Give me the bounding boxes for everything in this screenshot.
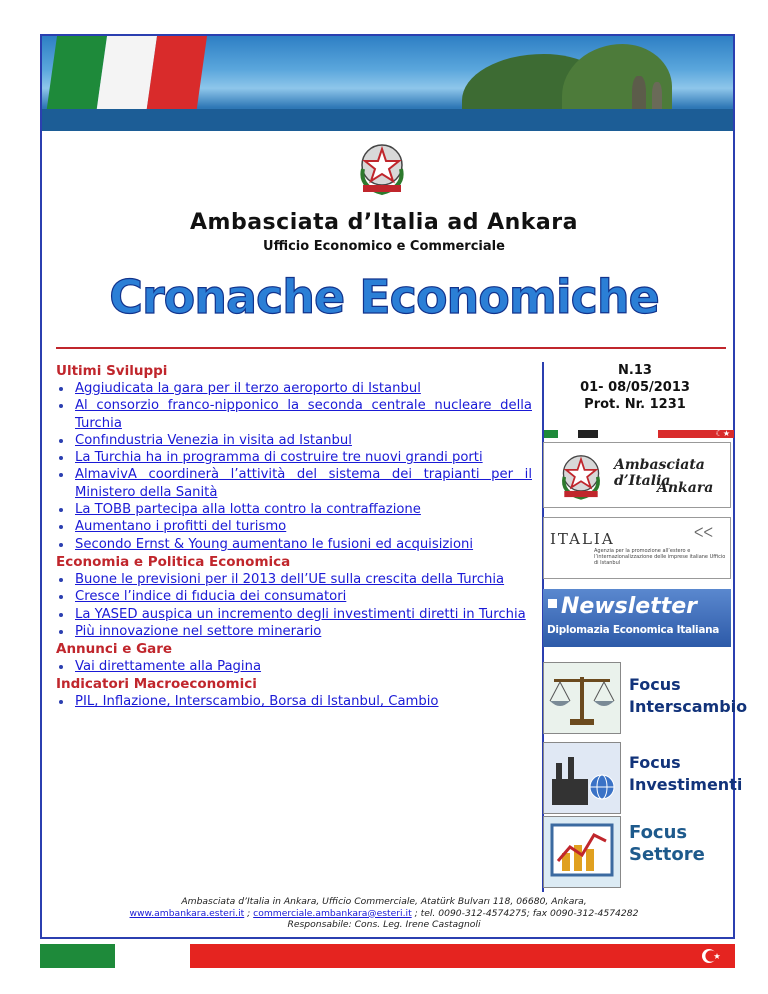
section-title: Ultimi Sviluppi <box>56 363 168 379</box>
turkish-crescent-icon <box>701 947 721 965</box>
email-link[interactable]: commerciale.ambankara@esteri.it <box>253 907 412 919</box>
list-item <box>56 693 532 710</box>
org-office: Ufficio Economico e Commerciale <box>263 239 505 254</box>
list-item <box>56 466 532 501</box>
newsletter-subtitle: Diplomazia Economica Italiana <box>547 624 720 636</box>
article-link[interactable]: Cresce l’indice di fıducia dei consumatori <box>75 589 347 605</box>
focus-interscambio-banner[interactable] <box>541 660 748 736</box>
newsletter-banner[interactable] <box>543 589 731 647</box>
newsletter-bullet-icon <box>548 599 557 608</box>
focus-label: Focus <box>629 675 681 694</box>
masthead-title: Cronache Economiche <box>109 270 659 324</box>
section-title: Economia e Politica Economica <box>56 553 291 570</box>
scales-icon <box>543 662 621 734</box>
focus-label: Focus <box>629 753 681 772</box>
article-link[interactable]: Aumentano i profitti del turismo <box>75 519 287 535</box>
ice-mark-icon: ᐸᐸ <box>694 526 713 541</box>
article-link[interactable]: La YASED auspica un incremento degli investimenti diretti in Turchia <box>75 606 526 622</box>
chart-board-icon <box>543 816 621 888</box>
ice-agency-banner[interactable] <box>543 517 731 579</box>
list-item <box>56 501 532 518</box>
article-link[interactable]: Buone le previsioni per il 2013 dell’UE sulla crescita della Turchia <box>75 571 505 587</box>
embassy-banner-line1: Ambasciata d’Italia <box>614 457 705 489</box>
focus-investimenti-banner[interactable] <box>541 740 743 816</box>
section-title: Indicatori Macroeconomici <box>56 676 257 693</box>
protocol-number: Prot. Nr. 1231 <box>584 397 686 412</box>
color-tabs: ☾★ <box>544 430 734 438</box>
flag-bar <box>40 944 735 968</box>
focus-label: Settore <box>629 844 705 865</box>
embassy-link-banner[interactable] <box>543 442 731 508</box>
list-item <box>56 518 532 535</box>
divider <box>56 347 726 349</box>
footer-responsible: Responsabile: Cons. Leg. Irene Castagnoli <box>287 919 481 930</box>
article-link[interactable]: Al consorzio franco-nipponico la seconda centrale nucleare della Turchia <box>75 398 532 431</box>
issue-number: N.13 <box>618 363 652 378</box>
article-link[interactable]: Aggiudicata la gara per il terzo aeroporto di Istanbul <box>75 381 421 396</box>
list-item <box>56 432 532 449</box>
issue-dates: 01- 08/05/2013 <box>580 380 690 395</box>
issue-info <box>550 362 720 413</box>
list-item <box>56 449 532 466</box>
article-link[interactable]: AlmavivA coordinerà l’attività del sistema dei trapianti per il Ministero della Sanità <box>75 467 532 500</box>
italian-emblem-icon <box>552 447 610 505</box>
article-link[interactable]: La TOBB partecipa alla lotta contro la contraffazione <box>75 502 421 518</box>
list-item <box>56 397 532 432</box>
footer: Ambasciata d’Italia in Ankara, Ufficio Commerciale, Atatürk Bulvarı 118, 06680, Ankara, www.ambankara.esteri.it ; commerciale.ambankara@esteri.it ; tel. 0090-312-4574275; fax 0090-312-4574282 Responsabile: Cons. Leg. Irene Castagnoli <box>56 896 712 931</box>
article-link[interactable]: Confındustria Venezia in visita ad Istanbul <box>75 432 352 448</box>
footer-phone: ; tel. 0090-312-4574275; fax 0090-312-4574282 <box>411 907 639 919</box>
list-item <box>56 536 532 553</box>
website-link[interactable]: www.ambankara.esteri.it <box>129 907 245 919</box>
article-link[interactable]: Vai direttamente alla Pagina <box>75 659 262 675</box>
embassy-banner-line2: Ankara <box>657 480 714 496</box>
focus-label: Investimenti <box>629 775 743 794</box>
list-item <box>56 658 532 675</box>
list-item <box>56 571 532 588</box>
factory-globe-icon <box>543 742 621 814</box>
article-link[interactable]: Secondo Ernst & Young aumentano le fusioni ed acquisizioni <box>75 536 474 552</box>
news-index <box>56 362 532 711</box>
article-link[interactable]: Più innovazione nel settore minerario <box>75 623 322 639</box>
focus-settore-banner[interactable] <box>541 814 731 890</box>
list-item <box>56 623 532 640</box>
article-link[interactable]: PIL, Inflazione, Interscambio, Borsa di Istanbul, Cambio <box>75 694 439 710</box>
ice-logo: ITALIA <box>550 530 615 548</box>
article-link[interactable]: La Turchia ha in programma di costruire tre nuovi grandi porti <box>75 450 483 466</box>
italian-emblem-icon <box>349 139 415 197</box>
focus-label: Interscambio <box>629 697 748 716</box>
org-name: Ambasciata d’Italia ad Ankara <box>190 210 578 235</box>
list-item <box>56 380 532 397</box>
focus-label: Focus <box>629 822 688 843</box>
ice-subtitle: Agenzia per la promozione all’estero e l’internazionalizzazione delle imprese italiane Ufficio di Istanbul <box>594 548 726 566</box>
section-title: Annunci e Gare <box>56 641 173 658</box>
list-item <box>56 606 532 623</box>
header-banner-image <box>42 36 733 131</box>
list-item <box>56 588 532 605</box>
footer-address: Ambasciata d’Italia in Ankara, Ufficio Commerciale, Atatürk Bulvarı 118, 06680, Ankara, <box>181 896 587 907</box>
newsletter-title: Newsletter <box>561 594 698 619</box>
